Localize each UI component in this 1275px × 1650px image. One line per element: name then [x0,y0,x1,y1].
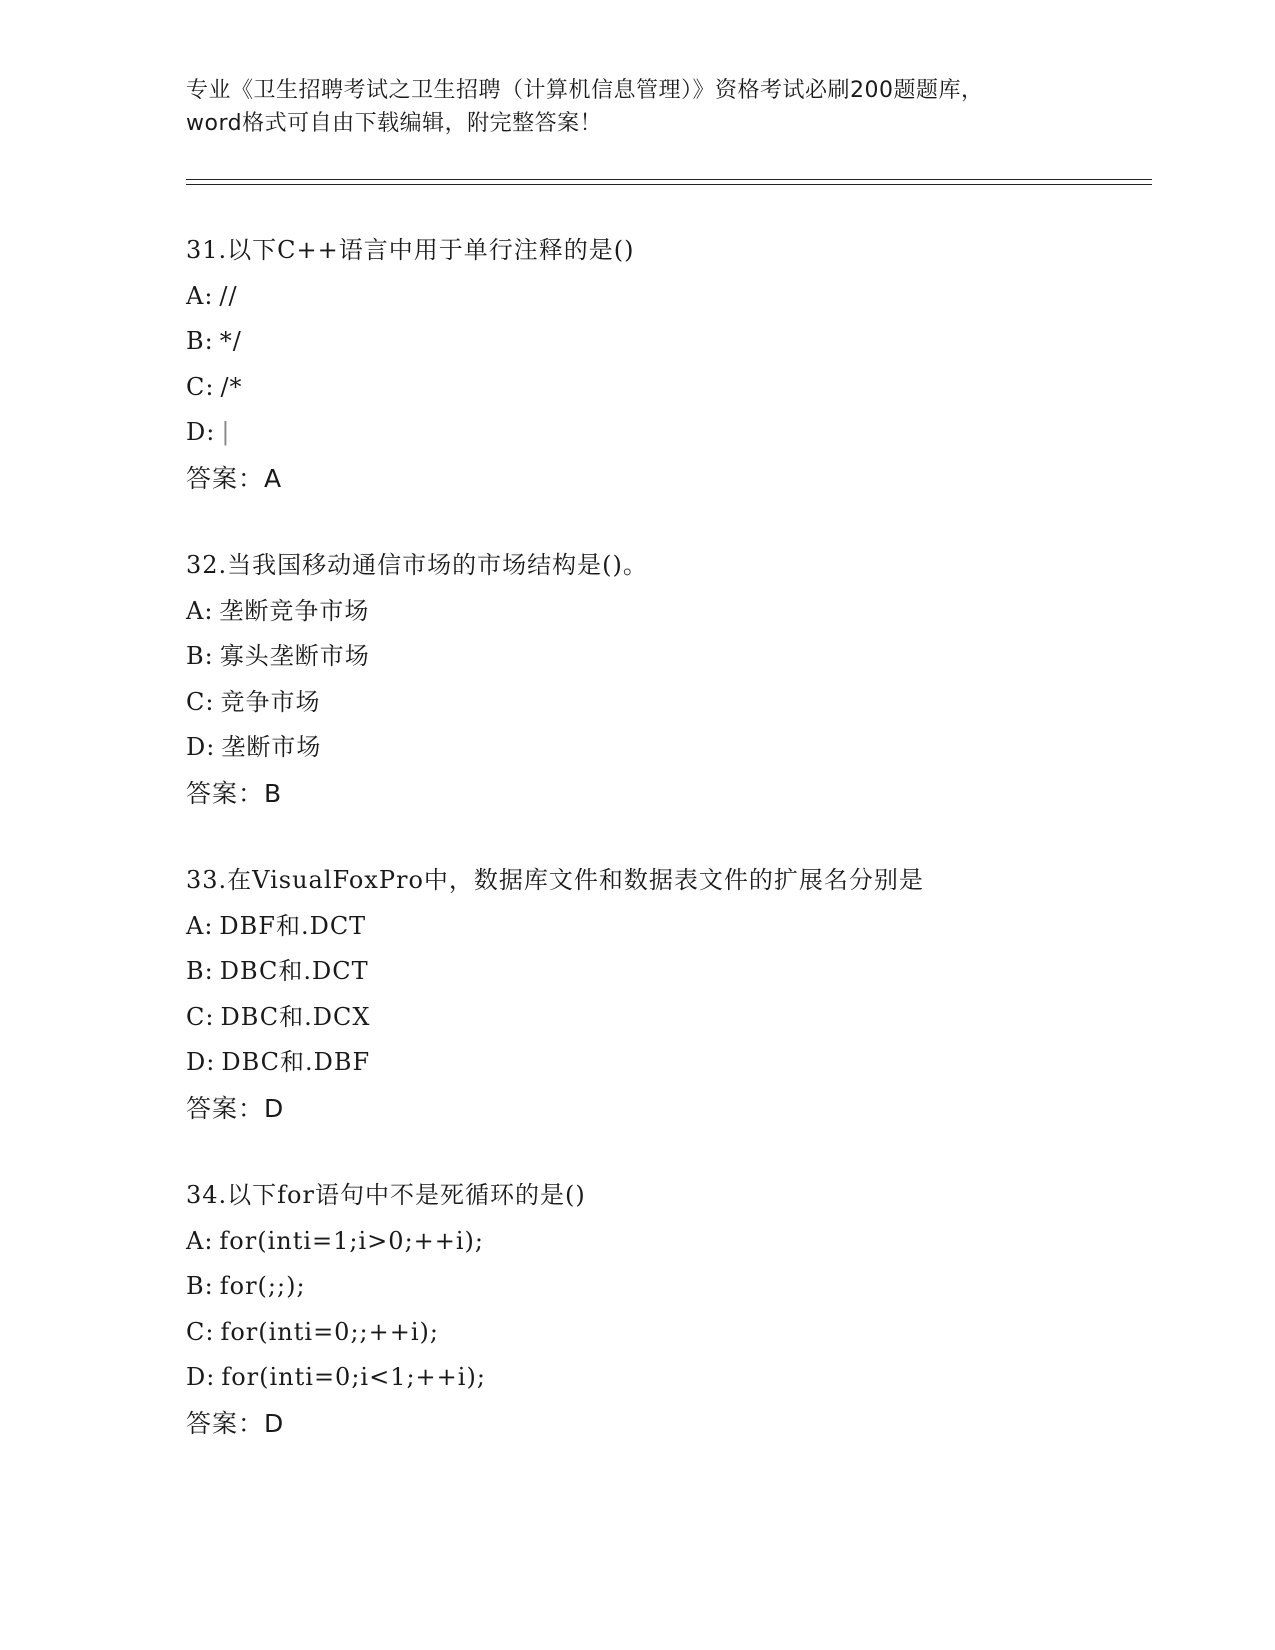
option-text: DBC和.DCX [220,1002,371,1031]
option-letter: D: [186,1363,216,1391]
answer-line: 答案：D [186,1408,285,1438]
option-text: DBF和.DCT [219,911,367,940]
option-text: for(inti=1;i>0;++i); [219,1226,484,1255]
option-letter: B: [186,642,214,670]
answer-line: 答案：B [186,778,283,808]
question-stem: 31.以下C++语言中用于单行注释的是() [186,236,635,264]
option-c [186,995,1146,1041]
option-d [186,1040,1146,1086]
option-letter: C: [186,1002,215,1031]
option-c [186,680,1146,726]
option-text: for(inti=0;i<1;++i); [221,1363,486,1391]
option-letter: D: [186,418,216,446]
option-text: */ [219,327,242,355]
option-letter: B: [186,957,214,985]
option-letter: D: [186,733,216,761]
option-d [186,1355,1146,1401]
option-text: DBC和.DBF [221,1048,371,1076]
option-d [186,410,1146,456]
option-d [186,725,1146,771]
option-text: 垄断竞争市场 [219,596,370,625]
option-a [186,1219,1146,1265]
header-divider-bottom [186,184,1152,185]
option-text: DBC和.DCT [219,957,369,985]
option-text: 垄断市场 [221,733,322,761]
option-letter: A: [186,281,214,310]
option-a [186,274,1146,320]
option-text: | [221,418,231,446]
option-b [186,1264,1146,1310]
document-header [186,74,1086,140]
option-b [186,319,1146,365]
option-letter: C: [186,1317,215,1346]
option-text: for(inti=0;;++i); [220,1317,439,1346]
question-31 [186,228,1146,501]
question-stem: 32.当我国移动通信市场的市场结构是()。 [186,551,648,579]
option-a [186,904,1146,950]
answer-line: 答案：A [186,463,283,493]
header-line-1: 专业《卫生招聘考试之卫生招聘（计算机信息管理）》资格考试必刷200题题库， [186,78,984,103]
question-stem: 34.以下for语句中不是死循环的是() [186,1181,586,1209]
option-letter: A: [186,596,214,625]
option-c [186,1310,1146,1356]
question-33 [186,858,1146,1131]
option-letter: C: [186,687,215,716]
option-letter: C: [186,372,215,401]
header-divider-top [186,179,1152,180]
question-32 [186,543,1146,816]
option-letter: B: [186,1272,214,1300]
option-text: 竞争市场 [220,687,321,716]
header-line-2: word格式可自由下载编辑，附完整答案！ [186,111,603,136]
answer-line: 答案：D [186,1093,285,1123]
option-text: for(;;); [219,1272,306,1300]
option-b [186,949,1146,995]
question-34 [186,1173,1146,1446]
option-letter: D: [186,1048,216,1076]
option-c [186,365,1146,411]
option-text: /* [220,372,243,401]
option-a [186,589,1146,635]
option-letter: A: [186,1226,214,1255]
option-text: // [219,281,238,310]
option-b [186,634,1146,680]
option-text: 寡头垄断市场 [219,642,370,670]
option-letter: B: [186,327,214,355]
option-letter: A: [186,911,214,940]
question-stem: 33.在VisualFoxPro中，数据库文件和数据表文件的扩展名分别是 [186,866,924,894]
